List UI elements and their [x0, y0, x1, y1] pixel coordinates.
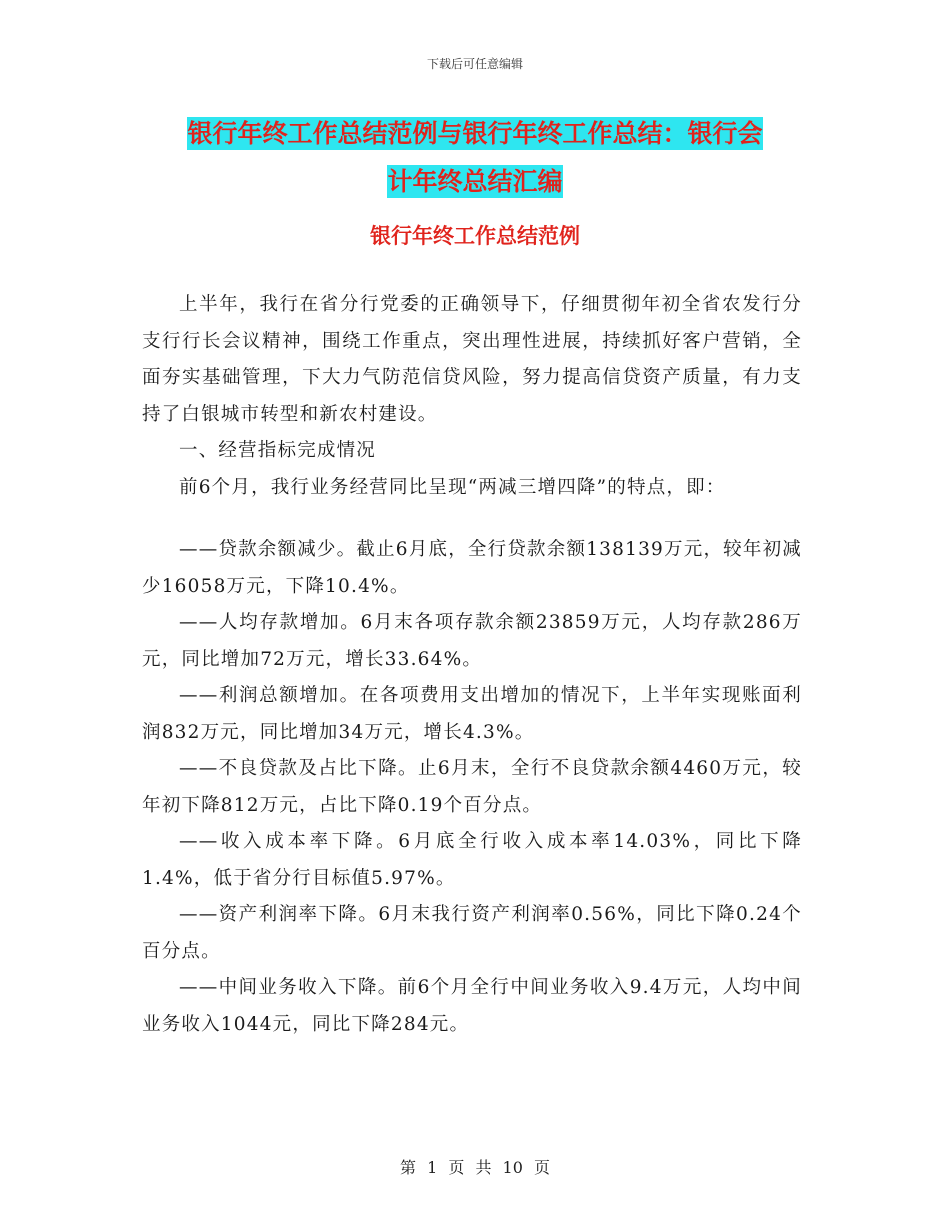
- indicator-item: ——利润总额增加。在各项费用支出增加的情况下，上半年实现账面利润832万元，同比增加34万元，增长4.3%。: [142, 685, 802, 743]
- page-number-footer: 第 1 页 共 10 页: [400, 1158, 550, 1177]
- summary-paragraph: 前6个月，我行业务经营同比呈现“两减三增四降”的特点，即：: [179, 476, 726, 498]
- page-header-note: 下载后可任意编辑: [426, 57, 523, 71]
- indicator-item: ——资产利润率下降。6月末我行资产利润率0.56%，同比下降0.24个百分点。: [142, 904, 802, 962]
- intro-paragraph: 上半年，我行在省分行党委的正确领导下，仔细贯彻年初全省农发行分支行行长会议精神，围绕工作重点，突出理性进展，持续抓好客户营销，全面夯实基础管理，下大力气防范信贷风险，努力提高信贷资产质量，有力支持了白银城市转型和新农村建设。: [142, 294, 802, 425]
- indicator-item: ——不良贷款及占比下降。止6月末，全行不良贷款余额4460万元，较年初下降812万元，占比下降0.19个百分点。: [142, 758, 802, 816]
- document-title: [150, 110, 800, 206]
- section-heading-1: 一、经营指标完成情况: [179, 440, 377, 461]
- document-title-line-2: 计年终总结汇编: [387, 167, 563, 196]
- document-title-line-1: 银行年终工作总结范例与银行年终工作总结：银行会: [187, 119, 763, 148]
- indicator-item: ——中间业务收入下降。前6个月全行中间业务收入9.4万元，人均中间业务收入1044元，同比下降284元。: [142, 977, 802, 1035]
- indicator-item: ——收入成本率下降。6月底全行收入成本率14.03%，同比下降1.4%，低于省分行目标值5.97%。: [142, 831, 802, 889]
- indicator-item: ——贷款余额减少。截止6月底，全行贷款余额138139万元，较年初减少16058万元，下降10.4%。: [142, 539, 802, 597]
- indicator-item: ——人均存款增加。6月末各项存款余额23859万元，人均存款286万元，同比增加72万元，增长33.64%。: [142, 612, 802, 670]
- document-body: [142, 287, 802, 1043]
- section-title: 银行年终工作总结范例: [370, 224, 580, 248]
